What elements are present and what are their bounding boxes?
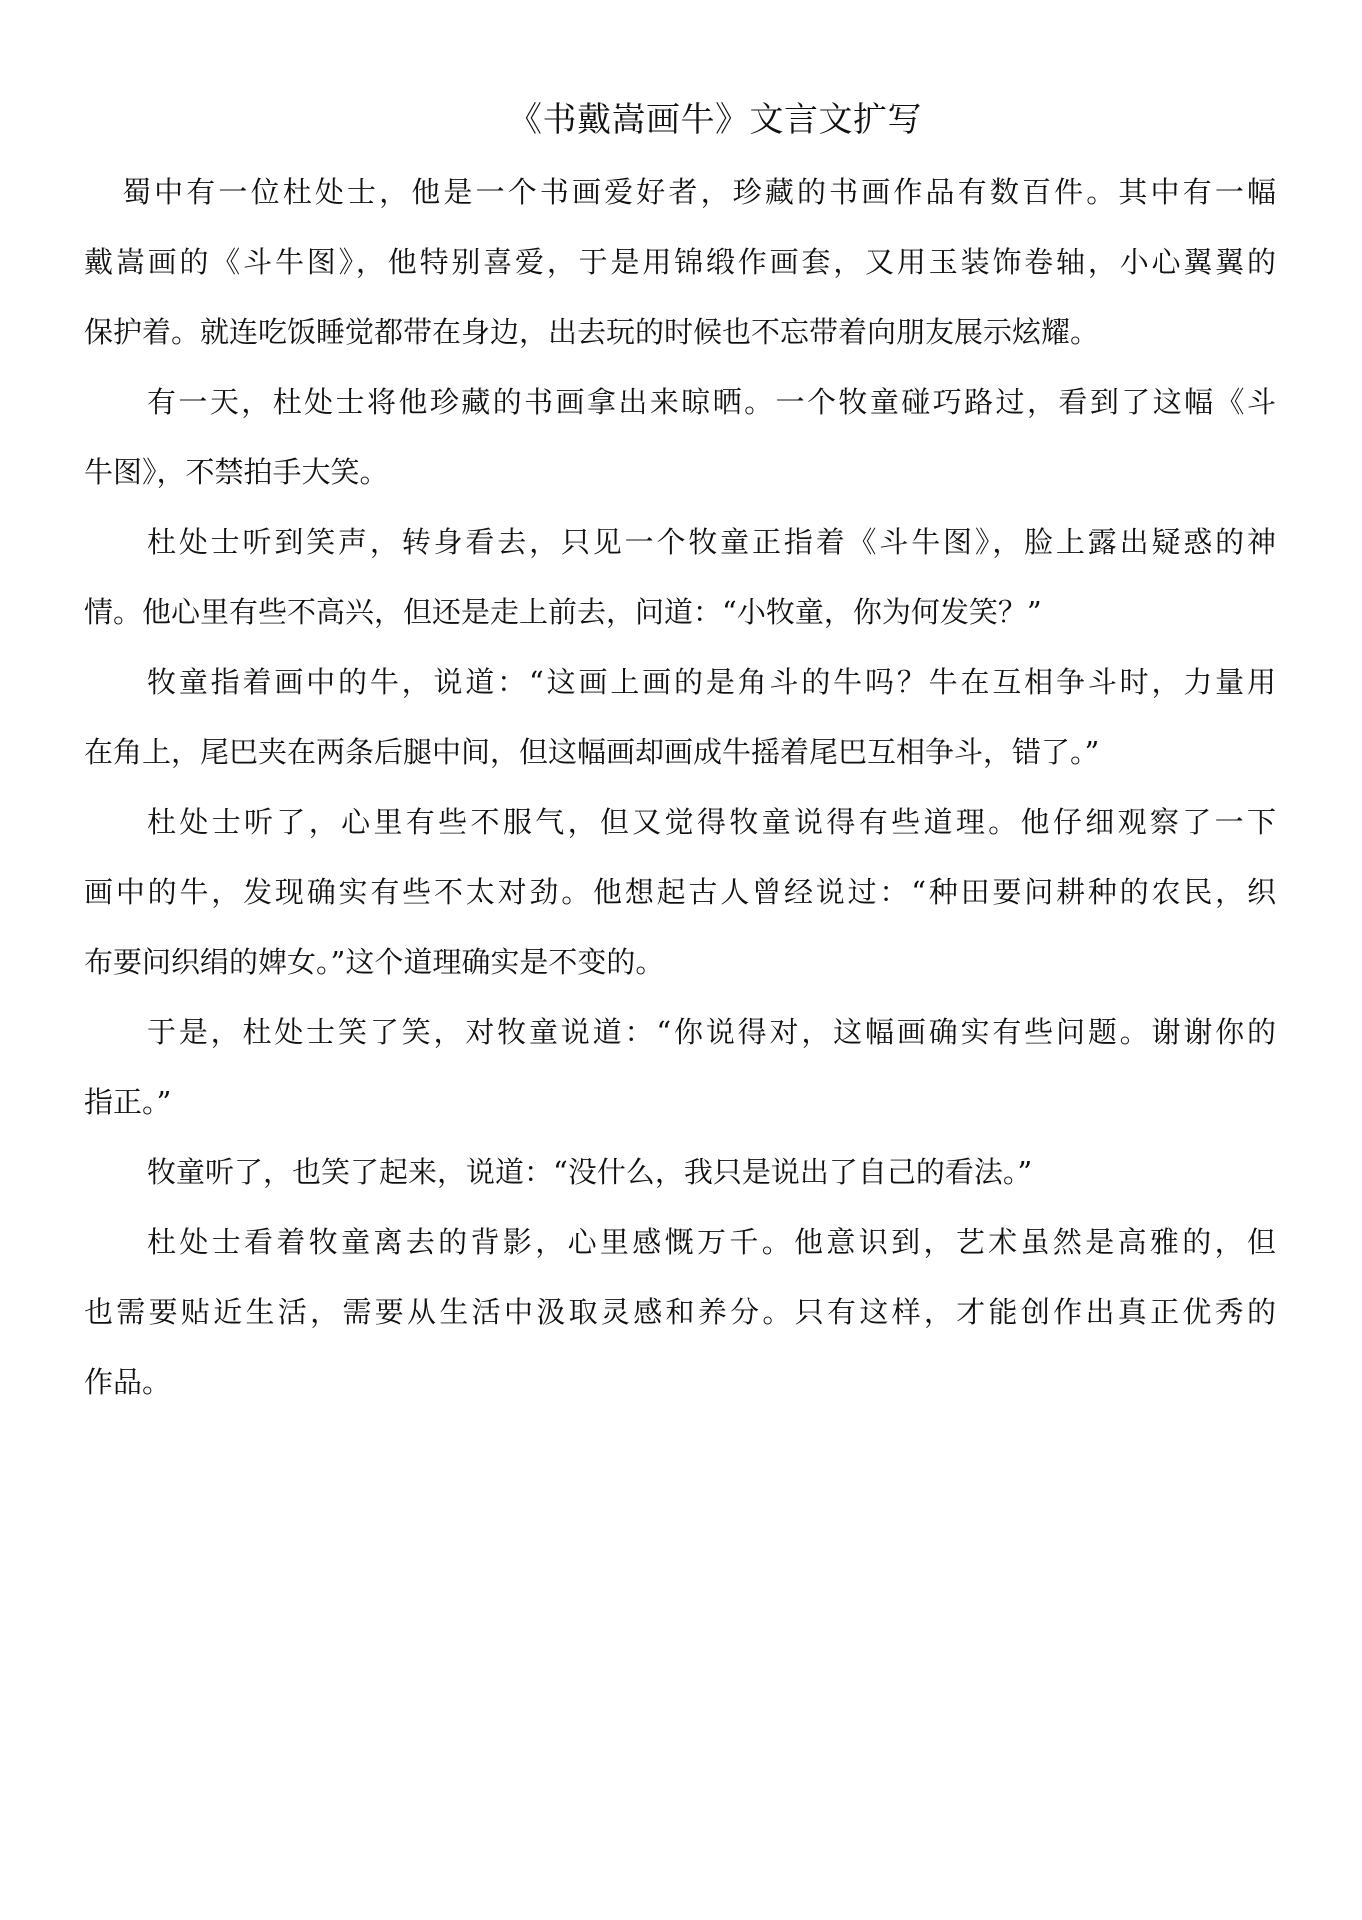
document-title: 《书戴嵩画牛》文言文扩写: [508, 100, 922, 140]
paragraph-line: 牧童指着画中的牛，说道：“这画上画的是角斗的牛吗？牛在互相争斗时，力量用: [147, 665, 1276, 699]
paragraph-3: [84, 507, 1276, 647]
paragraph-line: 牧童听了，也笑了起来，说道：“没什么，我只是说出了自己的看法。”: [147, 1155, 1033, 1189]
paragraph-line: 蜀中有一位杜处士，他是一个书画爱好者，珍藏的书画作品有数百件。其中有一幅: [122, 175, 1276, 209]
paragraph-4: [84, 647, 1276, 787]
paragraph-line: 有一天，杜处士将他珍藏的书画拿出来晾晒。一个牧童碰巧路过，看到了这幅《斗: [147, 385, 1276, 419]
paragraph-line: 杜处士听了，心里有些不服气，但又觉得牧童说得有些道理。他仔细观察了一下: [147, 805, 1276, 839]
paragraph-line: 于是，杜处士笑了笑，对牧童说道：“你说得对，这幅画确实有些问题。谢谢你的: [147, 1015, 1276, 1049]
paragraph-line: 也需要贴近生活，需要从生活中汲取灵感和养分。只有这样，才能创作出真正优秀的: [84, 1295, 1276, 1329]
paragraph-8: [84, 1207, 1276, 1417]
paragraph-line: 作品。: [84, 1365, 172, 1399]
paragraph-line: 情。他心里有些不高兴，但还是走上前去，问道：“小牧童，你为何发笑？”: [84, 595, 1042, 629]
paragraph-1: [84, 157, 1276, 367]
paragraph-5: [84, 787, 1276, 997]
paragraph-line: 在角上，尾巴夹在两条后腿中间，但这幅画却画成牛摇着尾巴互相争斗，错了。”: [84, 735, 1100, 769]
paragraph-line: 杜处士听到笑声，转身看去，只见一个牧童正指着《斗牛图》，脸上露出疑惑的神: [147, 525, 1276, 559]
paragraph-line: 布要问织绢的婢女。”这个道理确实是不变的。: [84, 945, 665, 979]
paragraph-line: 保护着。就连吃饭睡觉都带在身边，出去玩的时候也不忘带着向朋友展示炫耀。: [84, 315, 1100, 349]
paragraph-7: [84, 1137, 1276, 1207]
paragraph-2: [84, 367, 1276, 507]
paragraph-line: 指正。”: [84, 1085, 172, 1119]
paragraph-6: [84, 997, 1276, 1137]
document-body: [84, 157, 1276, 1417]
paragraph-line: 牛图》，不禁拍手大笑。: [84, 455, 389, 489]
paragraph-line: 画中的牛，发现确实有些不太对劲。他想起古人曾经说过：“种田要问耕种的农民，织: [84, 875, 1276, 909]
paragraph-line: 戴嵩画的《斗牛图》，他特别喜爱，于是用锦缎作画套，又用玉装饰卷轴，小心翼翼的: [84, 245, 1276, 279]
paragraph-line: 杜处士看着牧童离去的背影，心里感慨万千。他意识到，艺术虽然是高雅的，但: [147, 1225, 1276, 1259]
